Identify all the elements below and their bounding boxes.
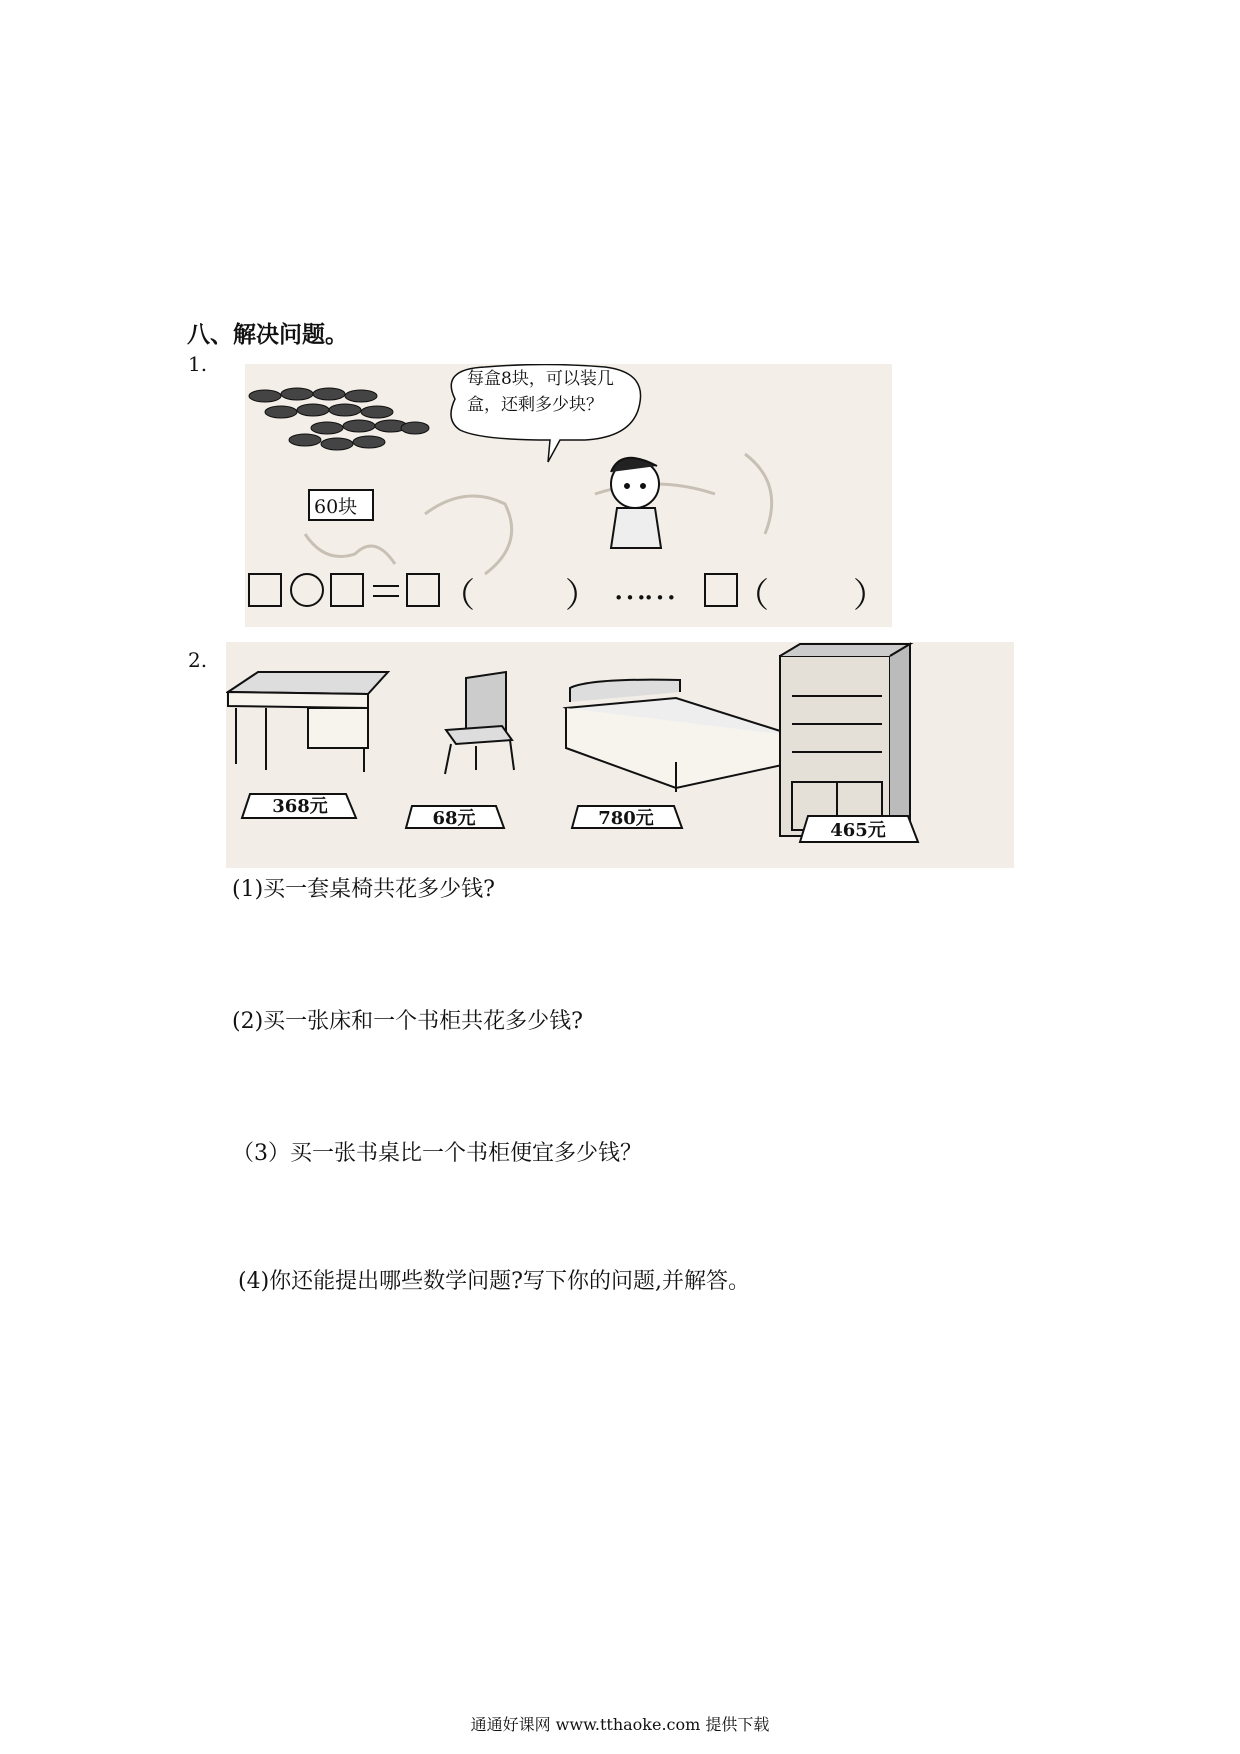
question-1-number: 1. bbox=[188, 352, 208, 376]
sub-question-1: (1)买一套桌椅共花多少钱? bbox=[232, 877, 495, 902]
price-chair: 68元 bbox=[432, 808, 476, 829]
question-2-number: 2. bbox=[188, 648, 208, 672]
speech-line-1: 每盒8块，可以装几 bbox=[467, 369, 614, 389]
formula-paren2-close: ） bbox=[853, 576, 887, 616]
price-desk: 368元 bbox=[272, 796, 328, 817]
formula-dots: …… bbox=[613, 568, 673, 608]
speech-bubble-text bbox=[467, 366, 614, 418]
section-title: 八、解决问题。 bbox=[187, 322, 348, 348]
question-2-illustration bbox=[226, 642, 1014, 868]
formula-paren-close: ） bbox=[565, 576, 599, 616]
footer-credit: 通通好课网 www.tthaoke.com 提供下载 bbox=[470, 1715, 770, 1734]
sub-question-4: (4)你还能提出哪些数学问题?写下你的问题,并解答。 bbox=[238, 1269, 750, 1294]
question-1-illustration bbox=[245, 364, 892, 627]
cookie-count-label: 60块 bbox=[314, 496, 358, 518]
sub-question-2: (2)买一张床和一个书柜共花多少钱? bbox=[232, 1009, 583, 1034]
sub-question-3: （3）买一张书桌比一个书柜便宜多少钱？ bbox=[232, 1141, 642, 1166]
price-bookcase: 465元 bbox=[830, 820, 886, 841]
formula-paren-open: （ bbox=[441, 576, 475, 616]
speech-line-2: 盒，还剩多少块？ bbox=[467, 395, 603, 415]
formula-paren2-open: （ bbox=[735, 576, 769, 616]
price-bed: 780元 bbox=[598, 808, 654, 829]
